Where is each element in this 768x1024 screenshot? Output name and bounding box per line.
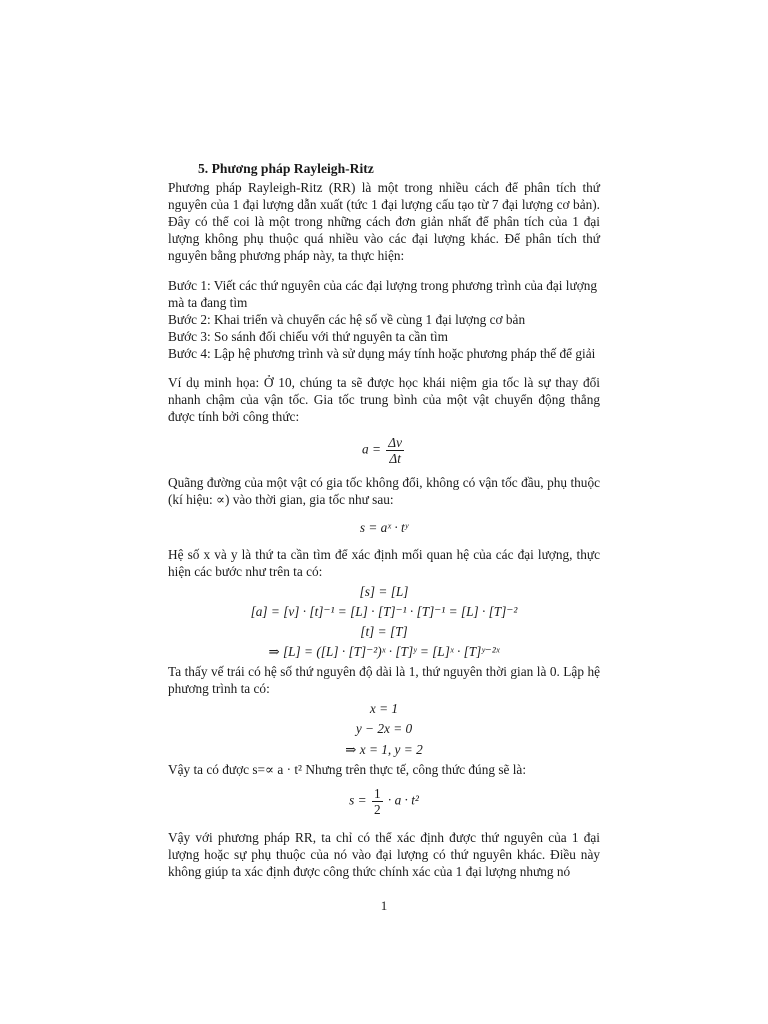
system-equation: y − 2x = 0 xyxy=(355,721,413,737)
steps-list xyxy=(168,277,600,362)
dimension-equation: [s] = [L] xyxy=(359,583,409,599)
section-title: 5. Phương pháp Rayleigh-Ritz xyxy=(198,161,374,176)
dimension-equation: [t] = [T] xyxy=(360,623,408,639)
distance-paragraph: Quãng đường của một vật có gia tốc không đổi, không có vận tốc đầu, phụ thuộc (kí hiệu: ∝) vào thời gian, gia tốc như sau: xyxy=(168,475,600,508)
fraction-denominator: 2 xyxy=(373,801,381,817)
fraction xyxy=(372,786,383,817)
coefficient-paragraph: Hệ số x và y là thứ ta cần tìm để xác định mối quan hệ của các đại lượng, thực hiện các bước như trên ta có: xyxy=(168,546,600,579)
equation-distance: s = aˣ · tʸ xyxy=(359,519,409,535)
step-item: Bước 1: Viết các thứ nguyên của các đại lượng trong phương trình của đại lượng mà ta đang tìm xyxy=(168,277,598,310)
step-item: Bước 3: So sánh đối chiếu với thứ nguyên ta cần tìm xyxy=(168,328,448,344)
example-paragraph: Ví dụ minh họa: Ở 10, chúng ta sẽ được học khái niệm gia tốc là sự thay đổi nhanh chậm của vận tốc. Gia tốc trung bình của một vật chuyển động thẳng được tính bởi công thức: xyxy=(168,375,600,425)
system-equation: x = 1 xyxy=(369,701,399,717)
fraction xyxy=(386,435,404,466)
result-paragraph: Vậy ta có được s=∝ a · t² Nhưng trên thực tế, công thức đúng sẽ là: xyxy=(168,761,527,777)
fraction-numerator: 1 xyxy=(373,785,381,801)
equation-lhs: s = xyxy=(349,792,367,808)
equation-final xyxy=(168,786,600,817)
equation-lhs: a = xyxy=(362,441,381,457)
fraction-numerator: Δv xyxy=(388,435,402,451)
step-item: Bước 2: Khai triển và chuyển các hệ số về cùng 1 đại lượng cơ bản xyxy=(168,311,526,327)
intro-paragraph: Phương pháp Rayleigh-Ritz (RR) là một trong nhiều cách để phân tích thứ nguyên của 1 đại lượng dẫn xuất (tức 1 đại lượng cấu tạo từ 7 đại lượng cơ bản). Đây có thể coi là một trong những cách đơn giản nhất để phân tích của 1 đại lượng không phụ thuộc quá nhiều vào các đại lượng khác. Để phân tích thứ nguyên bằng phương pháp này, ta thực hiện: xyxy=(168,180,600,264)
dimension-equation: [a] = [v] · [t]⁻¹ = [L] · [T]⁻¹ · [T]⁻¹ = [L] · [T]⁻² xyxy=(250,603,518,619)
equation-rhs: · a · t² xyxy=(387,792,419,808)
page-number: 1 xyxy=(380,898,388,913)
compare-paragraph: Ta thấy vế trái có hệ số thứ nguyên độ dài là 1, thứ nguyên thời gian là 0. Lập hệ phương trình ta có: xyxy=(168,664,600,697)
step-item: Bước 4: Lập hệ phương trình và sử dụng máy tính hoặc phương pháp thế để giải xyxy=(168,345,596,361)
equation-acceleration xyxy=(168,435,600,466)
system-equation: ⇒ x = 1, y = 2 xyxy=(345,741,423,757)
dimension-equation: ⇒ [L] = ([L] · [T]⁻²)ˣ · [T]ʸ = [L]ˣ · [T]ʸ⁻²ˣ xyxy=(268,644,500,660)
fraction-denominator: Δt xyxy=(389,451,401,467)
system-equations xyxy=(168,700,600,757)
dimension-equations xyxy=(168,583,600,660)
conclusion-paragraph: Vậy với phương pháp RR, ta chỉ có thể xác định được thứ nguyên của 1 đại lượng hoặc sự phụ thuộc của nó vào đại lượng có thứ nguyên khác. Điều này không giúp ta xác định được công thức chính xác của 1 đại lượng nhưng nó xyxy=(168,829,600,879)
page-content xyxy=(168,160,600,880)
